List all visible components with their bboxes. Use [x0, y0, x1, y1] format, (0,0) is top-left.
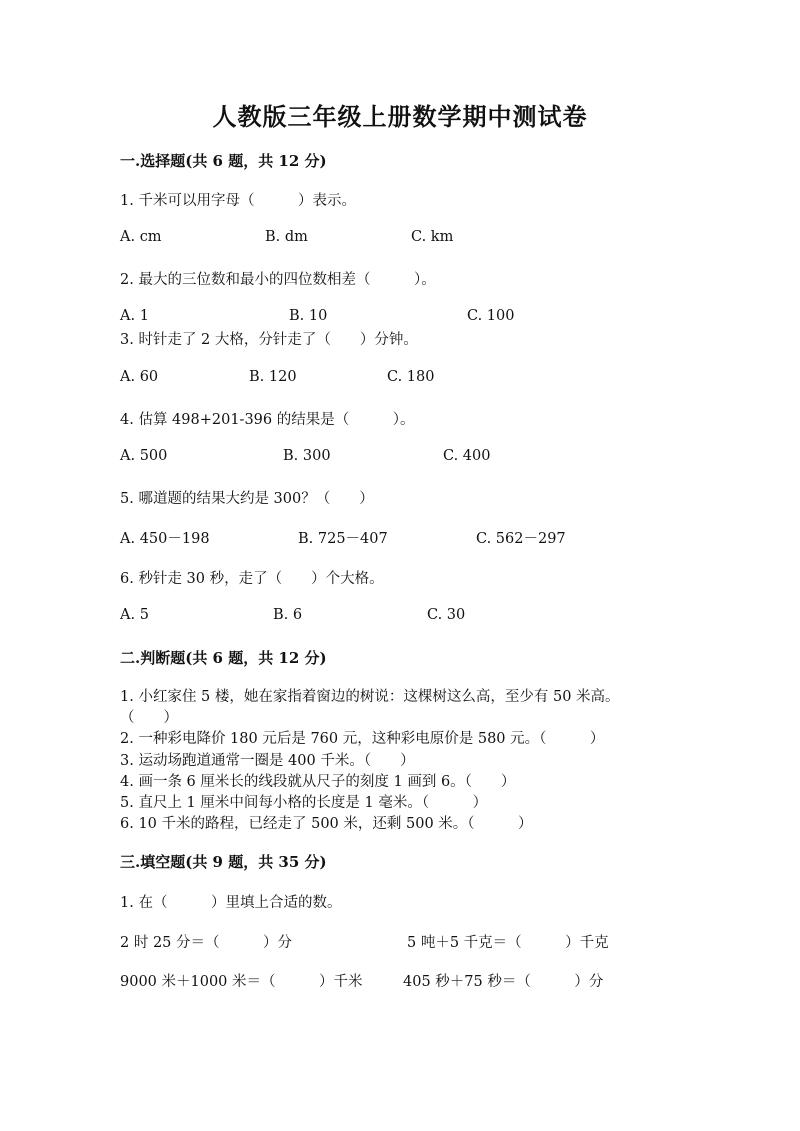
option-a: A. 1	[120, 308, 149, 324]
judge-item: 1. 小红家住 5 楼，她在家指着窗边的树说：这棵树这么高，至少有 50 米高。	[120, 689, 620, 705]
page-title: 人教版三年级上册数学期中测试卷	[212, 102, 588, 131]
option-c: C. 100	[467, 308, 515, 324]
option-b: B. 10	[289, 308, 328, 324]
option-c: C. 562－297	[476, 531, 566, 547]
option-b: B. 120	[249, 369, 297, 385]
fill-item: 405 秒＋75 秒＝（ ）分	[403, 974, 604, 990]
judge-item: 2. 一种彩电降价 180 元后是 760 元，这种彩电原价是 580 元。（ ）	[120, 731, 605, 747]
section-heading-fill: 三.填空题(共 9 题，共 35 分)	[120, 853, 327, 871]
question-text: 3. 时针走了 2 大格，分针走了（ ）分钟。	[120, 332, 418, 348]
judge-item: （ ）	[120, 710, 178, 726]
question-text: 1. 千米可以用字母（ ）表示。	[120, 193, 356, 209]
fill-item: 5 吨＋5 千克＝（ ）千克	[407, 935, 609, 951]
section-heading-judge: 二.判断题(共 6 题，共 12 分)	[120, 649, 327, 667]
option-b: B. 6	[273, 607, 303, 623]
section-heading-choice: 一.选择题(共 6 题，共 12 分)	[120, 152, 327, 170]
fill-item: 2 时 25 分＝（ ）分	[120, 935, 293, 951]
option-a: A. 450－198	[120, 531, 210, 547]
question-text: 6. 秒针走 30 秒，走了（ ）个大格。	[120, 571, 384, 587]
option-b: B. 300	[283, 448, 331, 464]
judge-item: 5. 直尺上 1 厘米中间每小格的长度是 1 毫米。（ ）	[120, 795, 488, 811]
option-c: C. 30	[427, 607, 466, 623]
option-c: C. km	[411, 229, 454, 245]
question-text: 5. 哪道题的结果大约是 300？（ ）	[120, 491, 374, 507]
question-text: 1. 在（ ）里填上合适的数。	[120, 895, 342, 911]
judge-item: 6. 10 千米的路程，已经走了 500 米，还剩 500 米。（ ）	[120, 816, 533, 832]
option-c: C. 180	[387, 369, 435, 385]
judge-item: 3. 运动场跑道通常一圈是 400 千米。（ ）	[120, 753, 415, 769]
option-c: C. 400	[443, 448, 491, 464]
fill-item: 9000 米＋1000 米＝（ ）千米	[120, 974, 363, 990]
option-a: A. 5	[120, 607, 149, 623]
option-a: A. 500	[120, 448, 168, 464]
option-b: B. 725－407	[298, 531, 388, 547]
option-a: A. cm	[120, 229, 162, 245]
judge-item: 4. 画一条 6 厘米长的线段就从尺子的刻度 1 画到 6。（ ）	[120, 774, 516, 790]
question-text: 2. 最大的三位数和最小的四位数相差（ ）。	[120, 272, 436, 288]
option-a: A. 60	[120, 369, 159, 385]
question-text: 4. 估算 498+201-396 的结果是（ ）。	[120, 412, 415, 428]
option-b: B. dm	[265, 229, 308, 245]
